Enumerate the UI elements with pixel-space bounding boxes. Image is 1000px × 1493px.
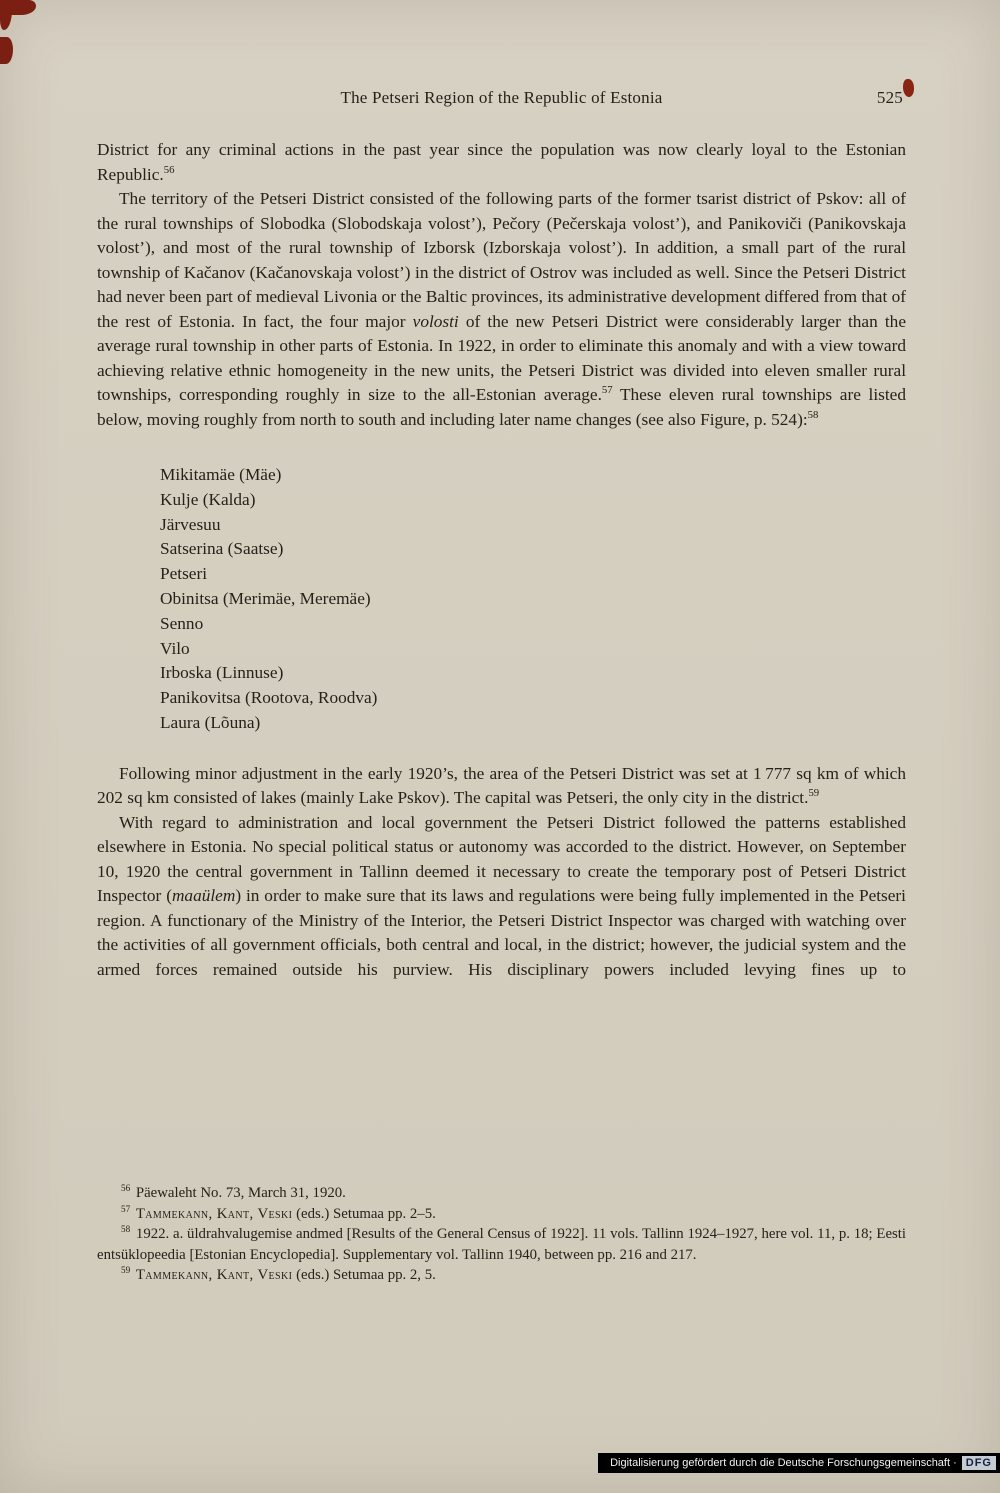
township-list-item: Kulje (Kalda): [160, 489, 256, 509]
dfg-logo: DFG: [962, 1456, 996, 1470]
paragraph: [97, 762, 906, 811]
township-list-item: Satserina (Saatse): [160, 539, 284, 559]
text-run: Following minor adjustment in the early 1920’s, the area of the Petseri District was set at 1 777 sq km of which 202 sq km consisted of lakes (mainly Lake Pskov). The capital was Petseri, the only city in the district.: [97, 763, 906, 808]
township-list: [160, 463, 906, 736]
text-run: volosti: [412, 311, 459, 331]
digitization-note: Digitalisierung gefördert durch die Deutsche Forschungsgemeinschaft ·: [610, 1457, 957, 1469]
township-list-item: Irboska (Linnuse): [160, 663, 284, 683]
footnote: [97, 1183, 906, 1204]
township-list-item: Senno: [160, 613, 204, 633]
text-run: Tammekann, Kant, Veski: [135, 1267, 293, 1284]
running-title: The Petseri Region of the Republic of Estonia: [340, 88, 663, 107]
text-run: ) in order to make sure that its laws and regulations were being fully implemented in the Petseri region. A functionary of the Ministry of the Interior, the Petseri District Inspector was charged with watching over the activities of all government officials, both central and local, in the district; however, the judicial system and the armed forces remained outside his purview. His disciplinary powers included levying fines up to: [97, 886, 906, 979]
text-run: maaülem: [171, 886, 236, 906]
text-run: The territory of the Petseri District consisted of the following parts of the former tsarist district of Pskov: all of the rural townships of Slobodka (Slobodskaja volost’), Pečory (Pečerskaja volost’), and Panikoviči (Panikovskaja volost’), and most of the rural township of Izborsk (Izborskaja volost’). In addition, a small part of the rural township of Kačanov (Kačanovskaja volost’) in the district of Ostrov was included as well. Since the Petseri District had never been part of medieval Livonia or the Baltic provinces, its administrative development differed from that of the rest of Estonia. In fact, the four major: [97, 189, 906, 331]
paragraph: [97, 811, 906, 983]
page-body: [97, 138, 906, 982]
page-header: [97, 88, 906, 108]
text-run: (eds.) Setumaa pp. 2, 5.: [292, 1267, 436, 1284]
text-run: of the new Petseri District were considerably larger than the average rural township in other parts of Estonia. In 1922, in order to eliminate this anomaly and with a view toward achieving relative ethnic homogeneity in the new units, the Petseri District was divided into eleven smaller rural townships, corresponding roughly in size to the all-Estonian average.: [97, 311, 906, 404]
text-run: 1922. a. üldrahvalugemise andmed [Results of the General Census of 1922]. 11 vols. Tallinn 1924–1927, here vol. 11, p. 18; Eesti entsüklopeedia [Estonian Encyclopedia]. Supplementary vol. Tallinn 1940, between pp. 216 and 217.: [97, 1226, 906, 1263]
text-run: With regard to administration and local government the Petseri District followed the patterns established elsewhere in Estonia. No special political status or autonomy was accorded to the district. However, on September 10, 1920 the central government in Tallinn deemed it necessary to create the temporary post of Petseri District Inspector (: [97, 812, 906, 906]
footnote-number: 57: [121, 1203, 131, 1214]
township-list-item: Mikitamäe (Mäe): [160, 465, 282, 484]
text-run: 56: [163, 163, 175, 176]
township-list-item: Obinitsa (Merimäe, Meremäe): [160, 588, 371, 608]
text-run: (eds.) Setumaa pp. 2–5.: [292, 1205, 436, 1222]
township-list-item: Petseri: [160, 564, 208, 584]
text-run: Tammekann, Kant, Veski: [135, 1205, 293, 1222]
text-run: 57: [601, 384, 613, 397]
text-run: District for any criminal actions in the past year since the population was now clearly loyal to the Estonian Republic.: [97, 140, 906, 184]
footnote-number: 58: [121, 1224, 131, 1235]
footnote: [97, 1265, 906, 1286]
text-run: These eleven rural townships are listed below, moving roughly from north to south and including later name changes (see also Figure, p. 524):: [97, 385, 906, 429]
text-run: 58: [807, 408, 819, 421]
text-run: Päewaleht No. 73, March 31, 1920.: [132, 1185, 346, 1201]
footnote-number: 56: [121, 1183, 131, 1194]
footnotes: [97, 1183, 906, 1286]
township-list-item: Panikovitsa (Rootova, Roodva): [160, 688, 378, 708]
footnote: [97, 1224, 906, 1265]
page-number: 525: [876, 88, 903, 107]
township-list-item: Järvesuu: [160, 514, 221, 534]
footnote: [97, 1204, 906, 1225]
township-list-item: Vilo: [160, 638, 190, 658]
scan-artifact-left: [0, 37, 13, 64]
township-list-item: Laura (Lõuna): [160, 712, 261, 732]
text-run: 59: [808, 787, 820, 800]
paragraph: [97, 187, 906, 432]
scan-artifact-corner-nub: [0, 0, 12, 30]
paragraph: [97, 138, 906, 187]
digitization-footer-bar: [598, 1453, 1000, 1473]
footnote-number: 59: [121, 1265, 131, 1276]
